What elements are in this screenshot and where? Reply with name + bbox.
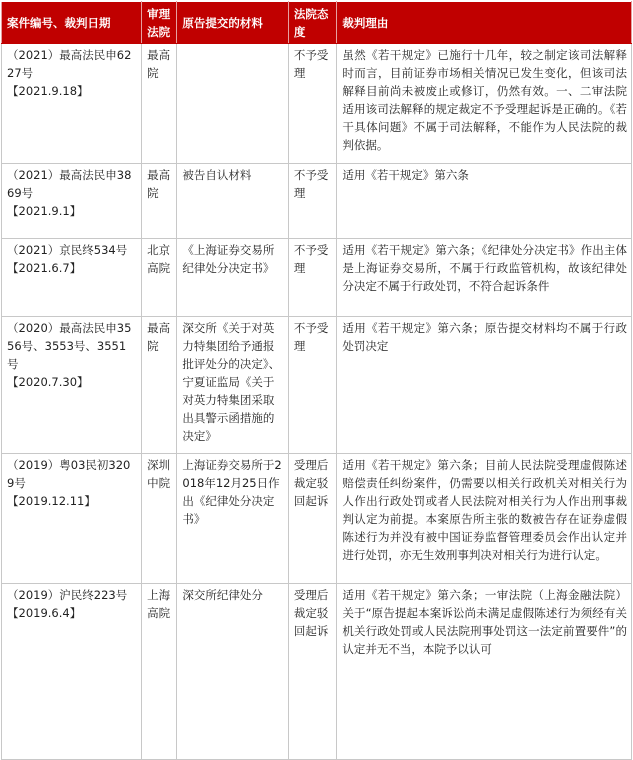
court-cell: 深圳中院	[142, 454, 177, 584]
attitude-cell: 不予受理	[288, 164, 337, 239]
table-row	[2, 239, 632, 317]
case-number: （2021）京民终534号	[7, 243, 128, 257]
case-date: 【2021.9.1】	[7, 204, 82, 218]
court-cell: 最高院	[142, 317, 177, 454]
table-row	[2, 317, 632, 454]
court-cell: 最高院	[142, 164, 177, 239]
case-number: （2019）粤03民初3209号	[7, 458, 131, 490]
court-cell: 北京高院	[142, 239, 177, 317]
court-cell: 上海高院	[142, 584, 177, 760]
case-cell	[2, 164, 142, 239]
attitude-cell: 不予受理	[288, 44, 337, 164]
reason-cell: 适用《若干规定》第六条；目前人民法院受理虚假陈述赔偿责任纠纷案件，仍需要以相关行政机关对相关行为人作出行政处罚或者人民法院对相关行为人作出刑事裁判认定为前提。本案原告所主张的数被告存在证券虚假陈述行为并没有被中国证券监督管理委员会作出认定并进行处罚，亦无生效刑事判决对相关行为进行认定。	[337, 454, 632, 584]
attitude-cell: 不予受理	[288, 239, 337, 317]
material-cell: 《上海证券交易所纪律处分决定书》	[177, 239, 288, 317]
case-date: 【2019.12.11】	[7, 494, 96, 508]
case-table	[1, 1, 632, 760]
header-material: 原告提交的材料	[177, 2, 288, 44]
header-attitude: 法院态度	[288, 2, 337, 44]
case-number: （2019）沪民终223号	[7, 588, 128, 602]
reason-cell: 适用《若干规定》第六条；《纪律处分决定书》作出主体是上海证券交易所，不属于行政监管机构，故该纪律处分决定不属于行政处罚，不符合起诉条件	[337, 239, 632, 317]
header-reason: 裁判理由	[337, 2, 632, 44]
material-cell: 深交所纪律处分	[177, 584, 288, 760]
table-row	[2, 584, 632, 760]
header-court: 审理法院	[142, 2, 177, 44]
table-row	[2, 164, 632, 239]
header-case: 案件编号、裁判日期	[2, 2, 142, 44]
case-date: 【2019.6.4】	[7, 606, 82, 620]
case-number: （2021）最高法民申6227号	[7, 48, 132, 80]
court-cell: 最高院	[142, 44, 177, 164]
case-cell	[2, 317, 142, 454]
table-row	[2, 44, 632, 164]
case-date: 【2021.6.7】	[7, 261, 82, 275]
case-cell	[2, 239, 142, 317]
reason-cell: 适用《若干规定》第六条；原告提交材料均不属于行政处罚决定	[337, 317, 632, 454]
case-cell	[2, 584, 142, 760]
case-number: （2021）最高法民申3869号	[7, 168, 132, 200]
attitude-cell: 不予受理	[288, 317, 337, 454]
case-date: 【2021.9.18】	[7, 84, 89, 98]
reason-cell: 虽然《若干规定》已施行十几年，较之制定该司法解释时而言，目前证券市场相关情况已发生变化，但该司法解释目前尚未被废止或修订，仍然有效。一、二审法院适用该司法解释的规定裁定不予受理起诉是正确的。《若干具体问题》不属于司法解释，不能作为人民法院的裁判依据。	[337, 44, 632, 164]
reason-cell: 适用《若干规定》第六条；一审法院（上海金融法院）关于“原告提起本案诉讼尚未满足虚假陈述行为须经有关机关行政处罚或人民法院刑事处罚这一法定前置要件”的认定并无不当，本院予以认可	[337, 584, 632, 760]
reason-cell: 适用《若干规定》第六条	[337, 164, 632, 239]
case-cell	[2, 44, 142, 164]
table-row	[2, 454, 632, 584]
attitude-cell: 受理后裁定驳回起诉	[288, 584, 337, 760]
material-cell	[177, 44, 288, 164]
material-cell: 深交所《关于对英力特集团给予通报批评处分的决定》、宁夏证监局《关于对英力特集团采取出具警示函措施的决定》	[177, 317, 288, 454]
case-cell	[2, 454, 142, 584]
case-number: （2020）最高法民申3556号、3553号、3551号	[7, 321, 132, 371]
case-date: 【2020.7.30】	[7, 375, 89, 389]
attitude-cell: 受理后裁定驳回起诉	[288, 454, 337, 584]
header-row	[2, 2, 632, 44]
material-cell: 被告自认材料	[177, 164, 288, 239]
material-cell: 上海证券交易所于2018年12月25日作出《纪律处分决定书》	[177, 454, 288, 584]
